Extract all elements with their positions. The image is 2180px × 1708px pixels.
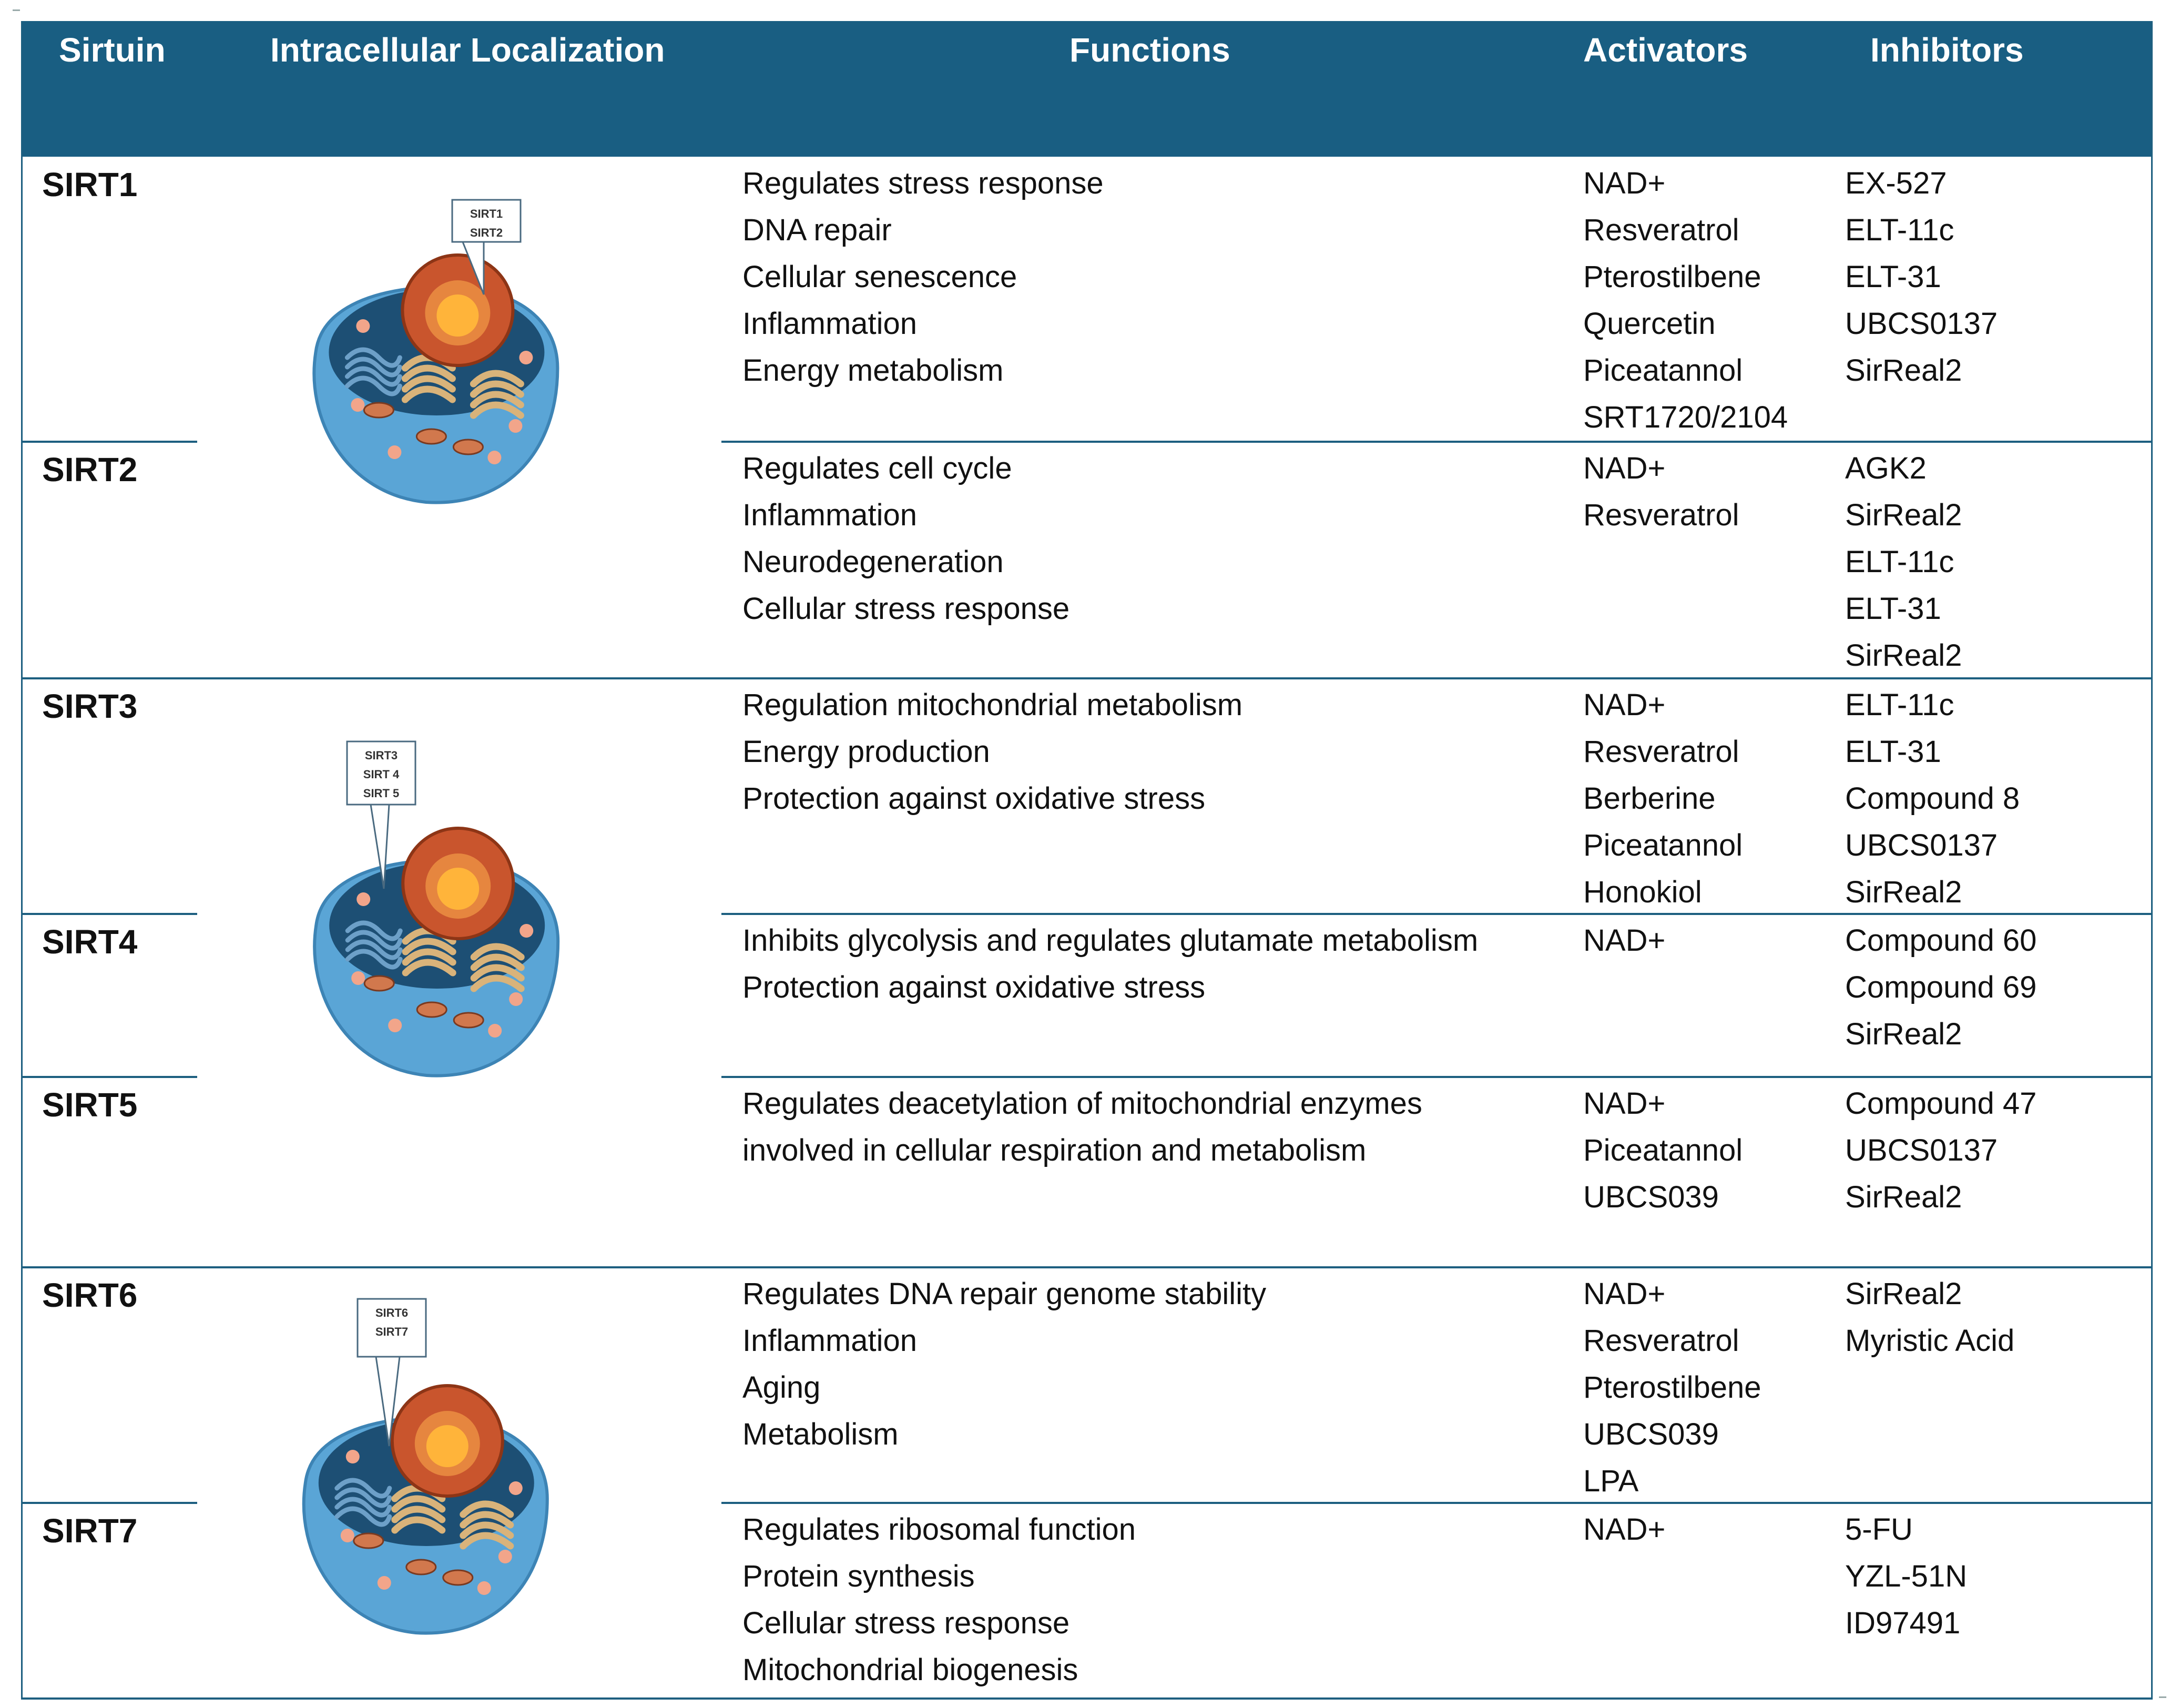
inhibitor-item: Myristic Acid xyxy=(1845,1324,2015,1358)
activator-item: Piceatannol xyxy=(1583,1133,1743,1167)
function-item: Energy production xyxy=(742,735,990,769)
functions-cell xyxy=(742,1080,1422,1174)
activator-item: Pterostilbene xyxy=(1583,260,1761,294)
function-item: Protein synthesis xyxy=(742,1559,975,1593)
row-name-sirt6: SIRT6 xyxy=(42,1276,138,1314)
row-divider xyxy=(721,441,2153,443)
table-side-border xyxy=(21,21,23,1699)
function-item: Regulates deacetylation of mitochondrial enzymes xyxy=(742,1086,1422,1121)
inhibitor-item: UBCS0137 xyxy=(1845,828,1998,862)
function-item: Neurodegeneration xyxy=(742,545,1004,579)
function-item: DNA repair xyxy=(742,213,892,247)
functions-cell xyxy=(742,1506,1136,1693)
inhibitor-item: ELT-11c xyxy=(1845,213,1954,247)
inhibitor-item: SirReal2 xyxy=(1845,353,1962,388)
row-name-sirt3: SIRT3 xyxy=(42,687,138,725)
inhibitor-item: SirReal2 xyxy=(1845,1180,1962,1214)
activator-item: Resveratrol xyxy=(1583,213,1739,247)
col-header-localization: Intracellular Localization xyxy=(270,31,665,69)
activator-item: NAD+ xyxy=(1583,451,1666,485)
function-item: Metabolism xyxy=(742,1417,899,1451)
vesicle xyxy=(341,1529,354,1542)
activator-item: NAD+ xyxy=(1583,1277,1666,1311)
activator-item: NAD+ xyxy=(1583,166,1666,200)
vesicle xyxy=(351,971,365,985)
nucleolus xyxy=(436,294,478,337)
inhibitor-item: SirReal2 xyxy=(1845,638,1962,673)
function-item: involved in cellular respiration and metabolism xyxy=(742,1133,1367,1167)
functions-cell xyxy=(742,160,1104,394)
activators-cell xyxy=(1583,682,1743,916)
activator-item: NAD+ xyxy=(1583,1512,1666,1547)
inhibitor-item: YZL-51N xyxy=(1845,1559,1968,1593)
inhibitor-item: ELT-31 xyxy=(1845,260,1941,294)
activator-item: NAD+ xyxy=(1583,923,1666,958)
activator-item: LPA xyxy=(1583,1464,1639,1498)
vesicle xyxy=(356,892,370,906)
vesicle xyxy=(388,1019,402,1032)
activator-item: Berberine xyxy=(1583,781,1716,816)
function-item: Aging xyxy=(742,1370,821,1405)
cell-illustration-sirt6-7 xyxy=(279,1288,563,1656)
col-header-inhibitors: Inhibitors xyxy=(1870,31,2024,69)
row-divider xyxy=(721,913,2153,915)
activators-cell xyxy=(1583,160,1788,441)
vesicle xyxy=(477,1581,491,1595)
mitochondrion xyxy=(364,403,393,418)
activator-item: UBCS039 xyxy=(1583,1417,1719,1451)
function-item: Inflammation xyxy=(742,1324,918,1358)
cell-illustration-sirt1-2 xyxy=(294,189,568,526)
functions-cell xyxy=(742,445,1069,632)
activator-item: Pterostilbene xyxy=(1583,1370,1761,1405)
function-item: Cellular stress response xyxy=(742,1606,1070,1640)
inhibitors-cell xyxy=(1845,917,2036,1058)
inhibitors-cell xyxy=(1845,1270,2014,1364)
vesicle xyxy=(388,445,401,459)
function-item: Regulation mitochondrial metabolism xyxy=(742,688,1243,722)
table-header xyxy=(21,21,2153,157)
vesicle xyxy=(508,419,522,433)
row-name-sirt2: SIRT2 xyxy=(42,451,138,489)
inhibitor-item: UBCS0137 xyxy=(1845,307,1998,341)
activator-item: NAD+ xyxy=(1583,1086,1666,1121)
mitochondrion xyxy=(417,1002,446,1017)
inhibitors-cell xyxy=(1845,1506,1967,1646)
inhibitor-item: AGK2 xyxy=(1845,451,1927,485)
function-item: Inflammation xyxy=(742,498,918,532)
row-divider xyxy=(21,441,197,443)
vesicle xyxy=(487,451,501,464)
mitochondrion xyxy=(454,1013,483,1028)
row-divider xyxy=(21,1076,197,1078)
callout-label: SIRT 4 xyxy=(363,768,400,781)
activators-cell xyxy=(1583,1506,1665,1553)
activators-cell xyxy=(1583,445,1739,538)
table-bottom-border xyxy=(21,1697,2153,1700)
vesicle xyxy=(351,398,364,412)
function-item: Regulates stress response xyxy=(742,166,1104,200)
callout-label: SIRT7 xyxy=(375,1325,409,1338)
activators-cell xyxy=(1583,1080,1743,1221)
cell-illustration-sirt3-5 xyxy=(284,731,578,1099)
inhibitors-cell xyxy=(1845,445,1962,679)
activator-item: Resveratrol xyxy=(1583,498,1739,532)
callout-label: SIRT 5 xyxy=(363,787,400,800)
inhibitor-item: EX-527 xyxy=(1845,166,1947,200)
functions-cell xyxy=(742,917,1478,1011)
mitochondrion xyxy=(453,440,483,454)
callout-label: SIRT6 xyxy=(375,1306,409,1319)
row-divider xyxy=(21,1502,197,1504)
inhibitor-item: Compound 8 xyxy=(1845,781,2020,816)
inhibitor-item: ELT-31 xyxy=(1845,592,1941,626)
vesicle xyxy=(509,1481,523,1495)
mitochondrion xyxy=(443,1570,473,1585)
function-item: Energy metabolism xyxy=(742,353,1004,388)
inhibitor-item: Compound 60 xyxy=(1845,923,2037,958)
activator-item: Resveratrol xyxy=(1583,735,1739,769)
inhibitor-item: ELT-31 xyxy=(1845,735,1941,769)
row-name-sirt1: SIRT1 xyxy=(42,166,138,204)
function-item: Regulates ribosomal function xyxy=(742,1512,1136,1547)
row-name-sirt5: SIRT5 xyxy=(42,1086,138,1124)
col-header-functions: Functions xyxy=(1069,31,1230,69)
activator-item: NAD+ xyxy=(1583,688,1666,722)
inhibitors-cell xyxy=(1845,1080,2036,1221)
vesicle xyxy=(519,351,533,364)
activator-item: Resveratrol xyxy=(1583,1324,1739,1358)
vesicle xyxy=(346,1450,360,1463)
function-item: Inflammation xyxy=(742,307,918,341)
function-item: Protection against oxidative stress xyxy=(742,970,1206,1004)
group-divider xyxy=(21,677,2153,679)
vesicle xyxy=(498,1550,512,1563)
inhibitors-cell xyxy=(1845,682,2020,916)
functions-cell xyxy=(742,682,1242,822)
inhibitor-item: SirReal2 xyxy=(1845,498,1962,532)
mitochondrion xyxy=(364,976,394,991)
function-item: Mitochondrial biogenesis xyxy=(742,1653,1078,1687)
row-divider xyxy=(721,1502,2153,1504)
vesicle xyxy=(488,1024,502,1038)
function-item: Cellular senescence xyxy=(742,260,1017,294)
mitochondrion xyxy=(354,1533,383,1548)
table-side-border xyxy=(2151,21,2153,1699)
mitochondrion xyxy=(406,1560,436,1574)
row-divider xyxy=(721,1076,2153,1078)
activator-item: SRT1720/2104 xyxy=(1583,400,1788,434)
vesicle xyxy=(519,924,533,938)
inhibitor-item: ID97491 xyxy=(1845,1606,1961,1640)
nucleolus xyxy=(437,868,479,910)
inhibitor-item: Compound 69 xyxy=(1845,970,2037,1004)
function-item: Regulates cell cycle xyxy=(742,451,1012,485)
function-item: Protection against oxidative stress xyxy=(742,781,1206,816)
cell-group xyxy=(314,200,557,503)
row-name-sirt4: SIRT4 xyxy=(42,923,138,961)
callout-label: SIRT3 xyxy=(364,749,398,762)
col-header-activators: Activators xyxy=(1583,31,1748,69)
activator-item: Piceatannol xyxy=(1583,353,1743,388)
function-item: Inhibits glycolysis and regulates glutamate metabolism xyxy=(742,923,1479,958)
function-item: Cellular stress response xyxy=(742,592,1070,626)
vesicle xyxy=(356,319,370,333)
cell-group xyxy=(314,741,558,1076)
activator-item: UBCS039 xyxy=(1583,1180,1719,1214)
group-divider xyxy=(21,1266,2153,1268)
mitochondrion xyxy=(416,429,446,444)
vesicle xyxy=(378,1576,391,1590)
activator-item: Honokiol xyxy=(1583,875,1702,909)
activators-cell xyxy=(1583,917,1665,964)
inhibitor-item: ELT-11c xyxy=(1845,545,1954,579)
inhibitor-item: Compound 47 xyxy=(1845,1086,2037,1121)
activators-cell xyxy=(1583,1270,1761,1504)
row-name-sirt7: SIRT7 xyxy=(42,1512,138,1550)
callout-label: SIRT2 xyxy=(470,226,503,239)
inhibitor-item: SirReal2 xyxy=(1845,875,1962,909)
callout-label: SIRT1 xyxy=(470,207,503,220)
activator-item: Quercetin xyxy=(1583,307,1716,341)
row-divider xyxy=(21,913,197,915)
inhibitor-item: ELT-11c xyxy=(1845,688,1954,722)
nucleolus xyxy=(426,1425,468,1467)
inhibitor-item: UBCS0137 xyxy=(1845,1133,1998,1167)
function-item: Regulates DNA repair genome stability xyxy=(742,1277,1267,1311)
inhibitor-item: SirReal2 xyxy=(1845,1017,1962,1051)
vesicle xyxy=(509,992,523,1006)
crop-mark xyxy=(2159,1696,2166,1698)
col-header-sirtuin: Sirtuin xyxy=(59,31,166,69)
cell-group xyxy=(304,1299,547,1633)
activator-item: Piceatannol xyxy=(1583,828,1743,862)
functions-cell xyxy=(742,1270,1266,1458)
inhibitor-item: SirReal2 xyxy=(1845,1277,1962,1311)
crop-mark xyxy=(13,9,20,11)
inhibitor-item: 5-FU xyxy=(1845,1512,1913,1547)
inhibitors-cell xyxy=(1845,160,1998,394)
